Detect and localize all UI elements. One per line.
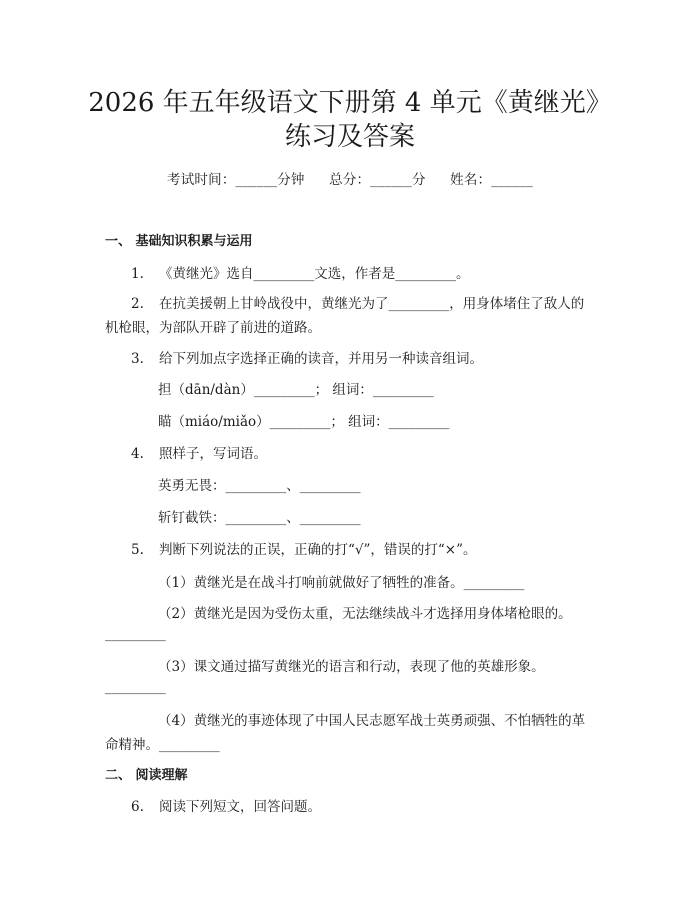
question-6-number: 6. <box>131 799 144 815</box>
question-3-item1: 担（dān/dàn）_________； 组词：_________ <box>158 382 434 398</box>
question-3-number: 3. <box>131 351 144 367</box>
question-4-item2: 斩钉截铁：_________、_________ <box>158 510 361 526</box>
question-5-number: 5. <box>131 542 144 558</box>
question-4-item1: 英勇无畏：_________、_________ <box>158 478 361 494</box>
statement-1: （1）黄继光是在战斗打响前就做好了牺牲的准备。_________ <box>158 575 525 591</box>
statement-3-blank: _________ <box>105 679 166 695</box>
question-5-text: 判断下列说法的正误，正确的打“√”，错误的打“×”。 <box>159 542 477 558</box>
question-4-text: 照样子，写词语。 <box>159 446 267 462</box>
exam-name: 姓名：______ <box>450 172 533 188</box>
statement-4-line1: （4）黄继光的事迹体现了中国人民志愿军战士英勇顽强、不怕牺牲的革 <box>158 713 586 729</box>
question-3 <box>131 347 483 367</box>
question-3-item2: 瞄（miáo/miǎo）_________； 组词：_________ <box>158 414 450 430</box>
document-title-line1: 2026 年五年级语文下册第 4 单元《黄继光》 <box>88 88 612 118</box>
question-3-text: 给下列加点字选择正确的读音，并用另一种读音组词。 <box>159 351 483 367</box>
question-2-text-line2: 机枪眼，为部队开辟了前进的道路。 <box>105 320 321 336</box>
statement-4-line2: 命精神。_________ <box>105 737 220 753</box>
question-4 <box>131 442 267 462</box>
question-1-text: 《黄继光》选自_________文选，作者是_________。 <box>159 266 470 282</box>
section1-heading: 一、 基础知识积累与运用 <box>105 234 253 249</box>
section2-heading: 二、 阅读理解 <box>105 768 188 783</box>
exam-info <box>0 168 700 188</box>
statement-2-blank: _________ <box>105 626 166 642</box>
question-4-number: 4. <box>131 446 144 462</box>
question-1 <box>131 262 470 282</box>
question-2 <box>131 292 584 312</box>
question-2-number: 2. <box>131 296 144 312</box>
exam-time: 考试时间：______分钟 <box>167 172 305 188</box>
question-2-text-line1: 在抗美援朝上甘岭战役中，黄继光为了_________，用身体堵住了敌人的 <box>159 296 585 312</box>
question-5 <box>131 538 477 558</box>
exam-score: 总分：______分 <box>329 172 426 188</box>
question-6 <box>131 795 321 815</box>
statement-3: （3）课文通过描写黄继光的语言和行动，表现了他的英雄形象。 <box>158 659 545 675</box>
question-6-text: 阅读下列短文，回答问题。 <box>159 799 321 815</box>
statement-2: （2）黄继光是因为受伤太重，无法继续战斗才选择用身体堵枪眼的。 <box>158 606 572 622</box>
question-1-number: 1. <box>131 266 144 282</box>
document-title-line2: 练习及答案 <box>284 122 415 152</box>
